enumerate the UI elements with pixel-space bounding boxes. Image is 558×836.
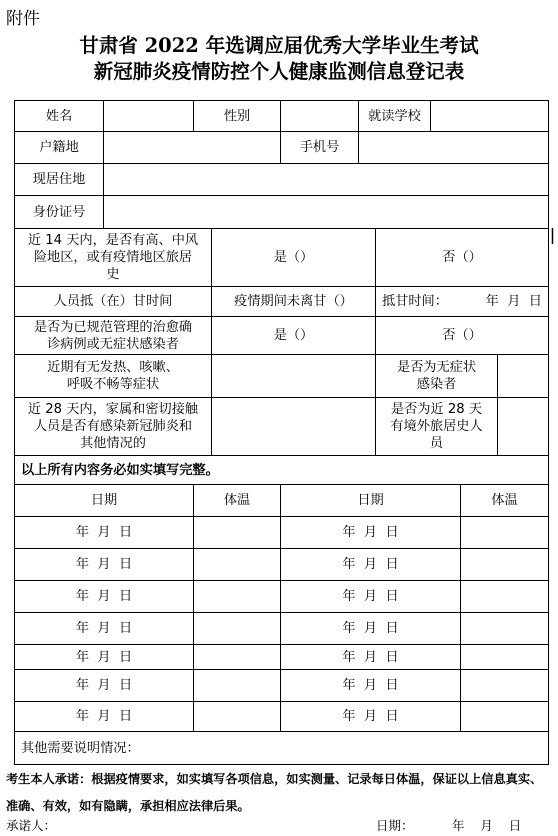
date-header-left: 日期 bbox=[90, 493, 118, 508]
gender-field[interactable] bbox=[281, 101, 358, 131]
date-header-right: 日期 bbox=[357, 493, 384, 508]
date-cell-right[interactable]: 年 月 日 bbox=[342, 525, 399, 540]
contact-question bbox=[15, 398, 211, 455]
temperature-cell-left[interactable] bbox=[194, 549, 280, 580]
promiser-label: 承诺人： bbox=[6, 818, 57, 833]
residence-label: 现居住地 bbox=[32, 172, 86, 187]
date-cell-left[interactable]: 年 月 日 bbox=[75, 589, 133, 604]
stayed-in-gansu-option[interactable]: 疫情期间未离甘（） bbox=[234, 294, 353, 309]
temperature-cell-left[interactable] bbox=[194, 517, 280, 548]
sign-date-blank: 年 月 日 bbox=[452, 818, 522, 833]
contact-question-line: 其他情况的 bbox=[80, 436, 146, 451]
temperature-cell-right[interactable] bbox=[461, 549, 548, 580]
date-cell-right[interactable]: 年 月 日 bbox=[342, 589, 399, 604]
asymptomatic-answer-field[interactable] bbox=[498, 355, 548, 397]
other-notes-field[interactable]: 其他需要说明情况： bbox=[21, 740, 140, 756]
date-cell-left[interactable]: 年 月 日 bbox=[75, 678, 133, 693]
school-field[interactable] bbox=[431, 101, 548, 131]
date-cell-right[interactable]: 年 月 日 bbox=[342, 557, 399, 572]
temperature-cell-right[interactable] bbox=[461, 702, 548, 731]
temperature-header-right: 体温 bbox=[491, 493, 518, 508]
cured-case-no-option[interactable]: 否（） bbox=[442, 328, 482, 343]
school-label: 就读学校 bbox=[368, 108, 421, 124]
risk-area-question-line: 险地区，或有疫情地区旅居 bbox=[33, 250, 193, 265]
abroad-question bbox=[376, 398, 497, 455]
date-cell-left[interactable]: 年 月 日 bbox=[75, 525, 133, 540]
risk-area-yes-option[interactable]: 是（） bbox=[273, 250, 314, 265]
temperature-cell-left[interactable] bbox=[194, 613, 280, 644]
gender-label: 性别 bbox=[223, 108, 251, 124]
temperature-cell-right[interactable] bbox=[461, 645, 548, 669]
abroad-question-line: 员 bbox=[429, 436, 444, 451]
phone-field[interactable] bbox=[359, 132, 548, 163]
temperature-cell-left[interactable] bbox=[194, 670, 280, 701]
id-number-field[interactable] bbox=[104, 196, 548, 228]
name-field[interactable] bbox=[104, 101, 193, 131]
temperature-cell-right[interactable] bbox=[461, 613, 548, 644]
name-label: 姓名 bbox=[45, 108, 73, 124]
symptom-question-line: 呼吸不畅等症状 bbox=[66, 377, 160, 392]
date-cell-right[interactable]: 年 月 日 bbox=[342, 649, 399, 665]
phone-label: 手机号 bbox=[299, 140, 340, 155]
date-cell-left[interactable]: 年 月 日 bbox=[75, 621, 133, 636]
risk-area-question-line: 史 bbox=[106, 267, 120, 282]
form-title-line2: 新冠肺炎疫情防控个人健康监测信息登记表 bbox=[93, 60, 465, 83]
abroad-question-line: 是否为近 28 天 bbox=[390, 402, 483, 417]
attachment-label: 附件 bbox=[6, 9, 40, 29]
contact-question-line: 近 28 天内，家属和密切接触 bbox=[27, 402, 199, 417]
contact-question-line: 人员是否有感染新冠肺炎和 bbox=[33, 419, 193, 434]
cured-case-yes-option[interactable]: 是（） bbox=[273, 328, 314, 343]
temperature-cell-right[interactable] bbox=[461, 517, 548, 548]
arrival-time-label: 抵甘时间： bbox=[382, 294, 448, 309]
form-title-line1: 甘肃省 2022 年选调应届优秀大学毕业生考试 bbox=[79, 34, 479, 57]
abroad-question-line: 有境外旅居史人 bbox=[390, 419, 483, 434]
date-cell-left[interactable]: 年 月 日 bbox=[75, 557, 133, 572]
date-cell-right[interactable]: 年 月 日 bbox=[342, 709, 399, 724]
arrival-time-field[interactable] bbox=[376, 287, 548, 316]
abroad-answer-field[interactable] bbox=[498, 398, 548, 455]
risk-area-no-option[interactable]: 否（） bbox=[442, 250, 482, 265]
symptom-question-line: 近期有无发热、咳嗽、 bbox=[47, 360, 179, 375]
id-number-label: 身份证号 bbox=[32, 204, 86, 220]
temperature-header-left: 体温 bbox=[223, 493, 251, 508]
hukou-field[interactable] bbox=[104, 132, 280, 163]
cured-case-question bbox=[15, 317, 211, 354]
risk-area-question bbox=[15, 229, 211, 286]
date-cell-left[interactable]: 年 月 日 bbox=[75, 649, 133, 665]
temperature-cell-right[interactable] bbox=[461, 581, 548, 612]
date-cell-right[interactable]: 年 月 日 bbox=[342, 621, 399, 636]
candidate-promise: 考生本人承诺：根据疫情要求，如实填写各项信息，如实测量、记录每日体温，保证以上信息真实、准确、有效，如有隐瞒，承担相应法律后果。 bbox=[6, 772, 543, 813]
date-cell-right[interactable]: 年 月 日 bbox=[342, 678, 399, 693]
cured-case-question-line: 是否为已规范管理的治愈确 bbox=[33, 319, 193, 335]
symptom-answer-field[interactable] bbox=[212, 355, 375, 397]
date-cell-left[interactable]: 年 月 日 bbox=[75, 709, 133, 724]
temperature-cell-left[interactable] bbox=[194, 702, 280, 731]
symptom-question bbox=[15, 355, 211, 397]
asymptomatic-question-line: 是否为无症状 bbox=[396, 360, 477, 375]
residence-field[interactable] bbox=[104, 164, 548, 195]
arrival-date-blank: 年 月 日 bbox=[485, 294, 542, 309]
fill-notice: 以上所有内容务必如实填写完整。 bbox=[21, 462, 219, 478]
temperature-cell-left[interactable] bbox=[194, 645, 280, 669]
sign-date-label: 日期： bbox=[376, 818, 414, 833]
asymptomatic-question bbox=[376, 355, 497, 397]
cured-case-question-line: 诊病例或无症状感染者 bbox=[47, 336, 179, 352]
asymptomatic-question-line: 感染者 bbox=[416, 377, 457, 392]
hukou-label: 户籍地 bbox=[39, 140, 79, 155]
temperature-cell-left[interactable] bbox=[194, 581, 280, 612]
risk-area-question-line: 近 14 天内，是否有高、中风 bbox=[27, 233, 199, 248]
contact-answer-field[interactable] bbox=[212, 398, 375, 455]
temperature-cell-right[interactable] bbox=[461, 670, 548, 701]
arrival-label: 人员抵（在）甘时间 bbox=[53, 294, 173, 309]
